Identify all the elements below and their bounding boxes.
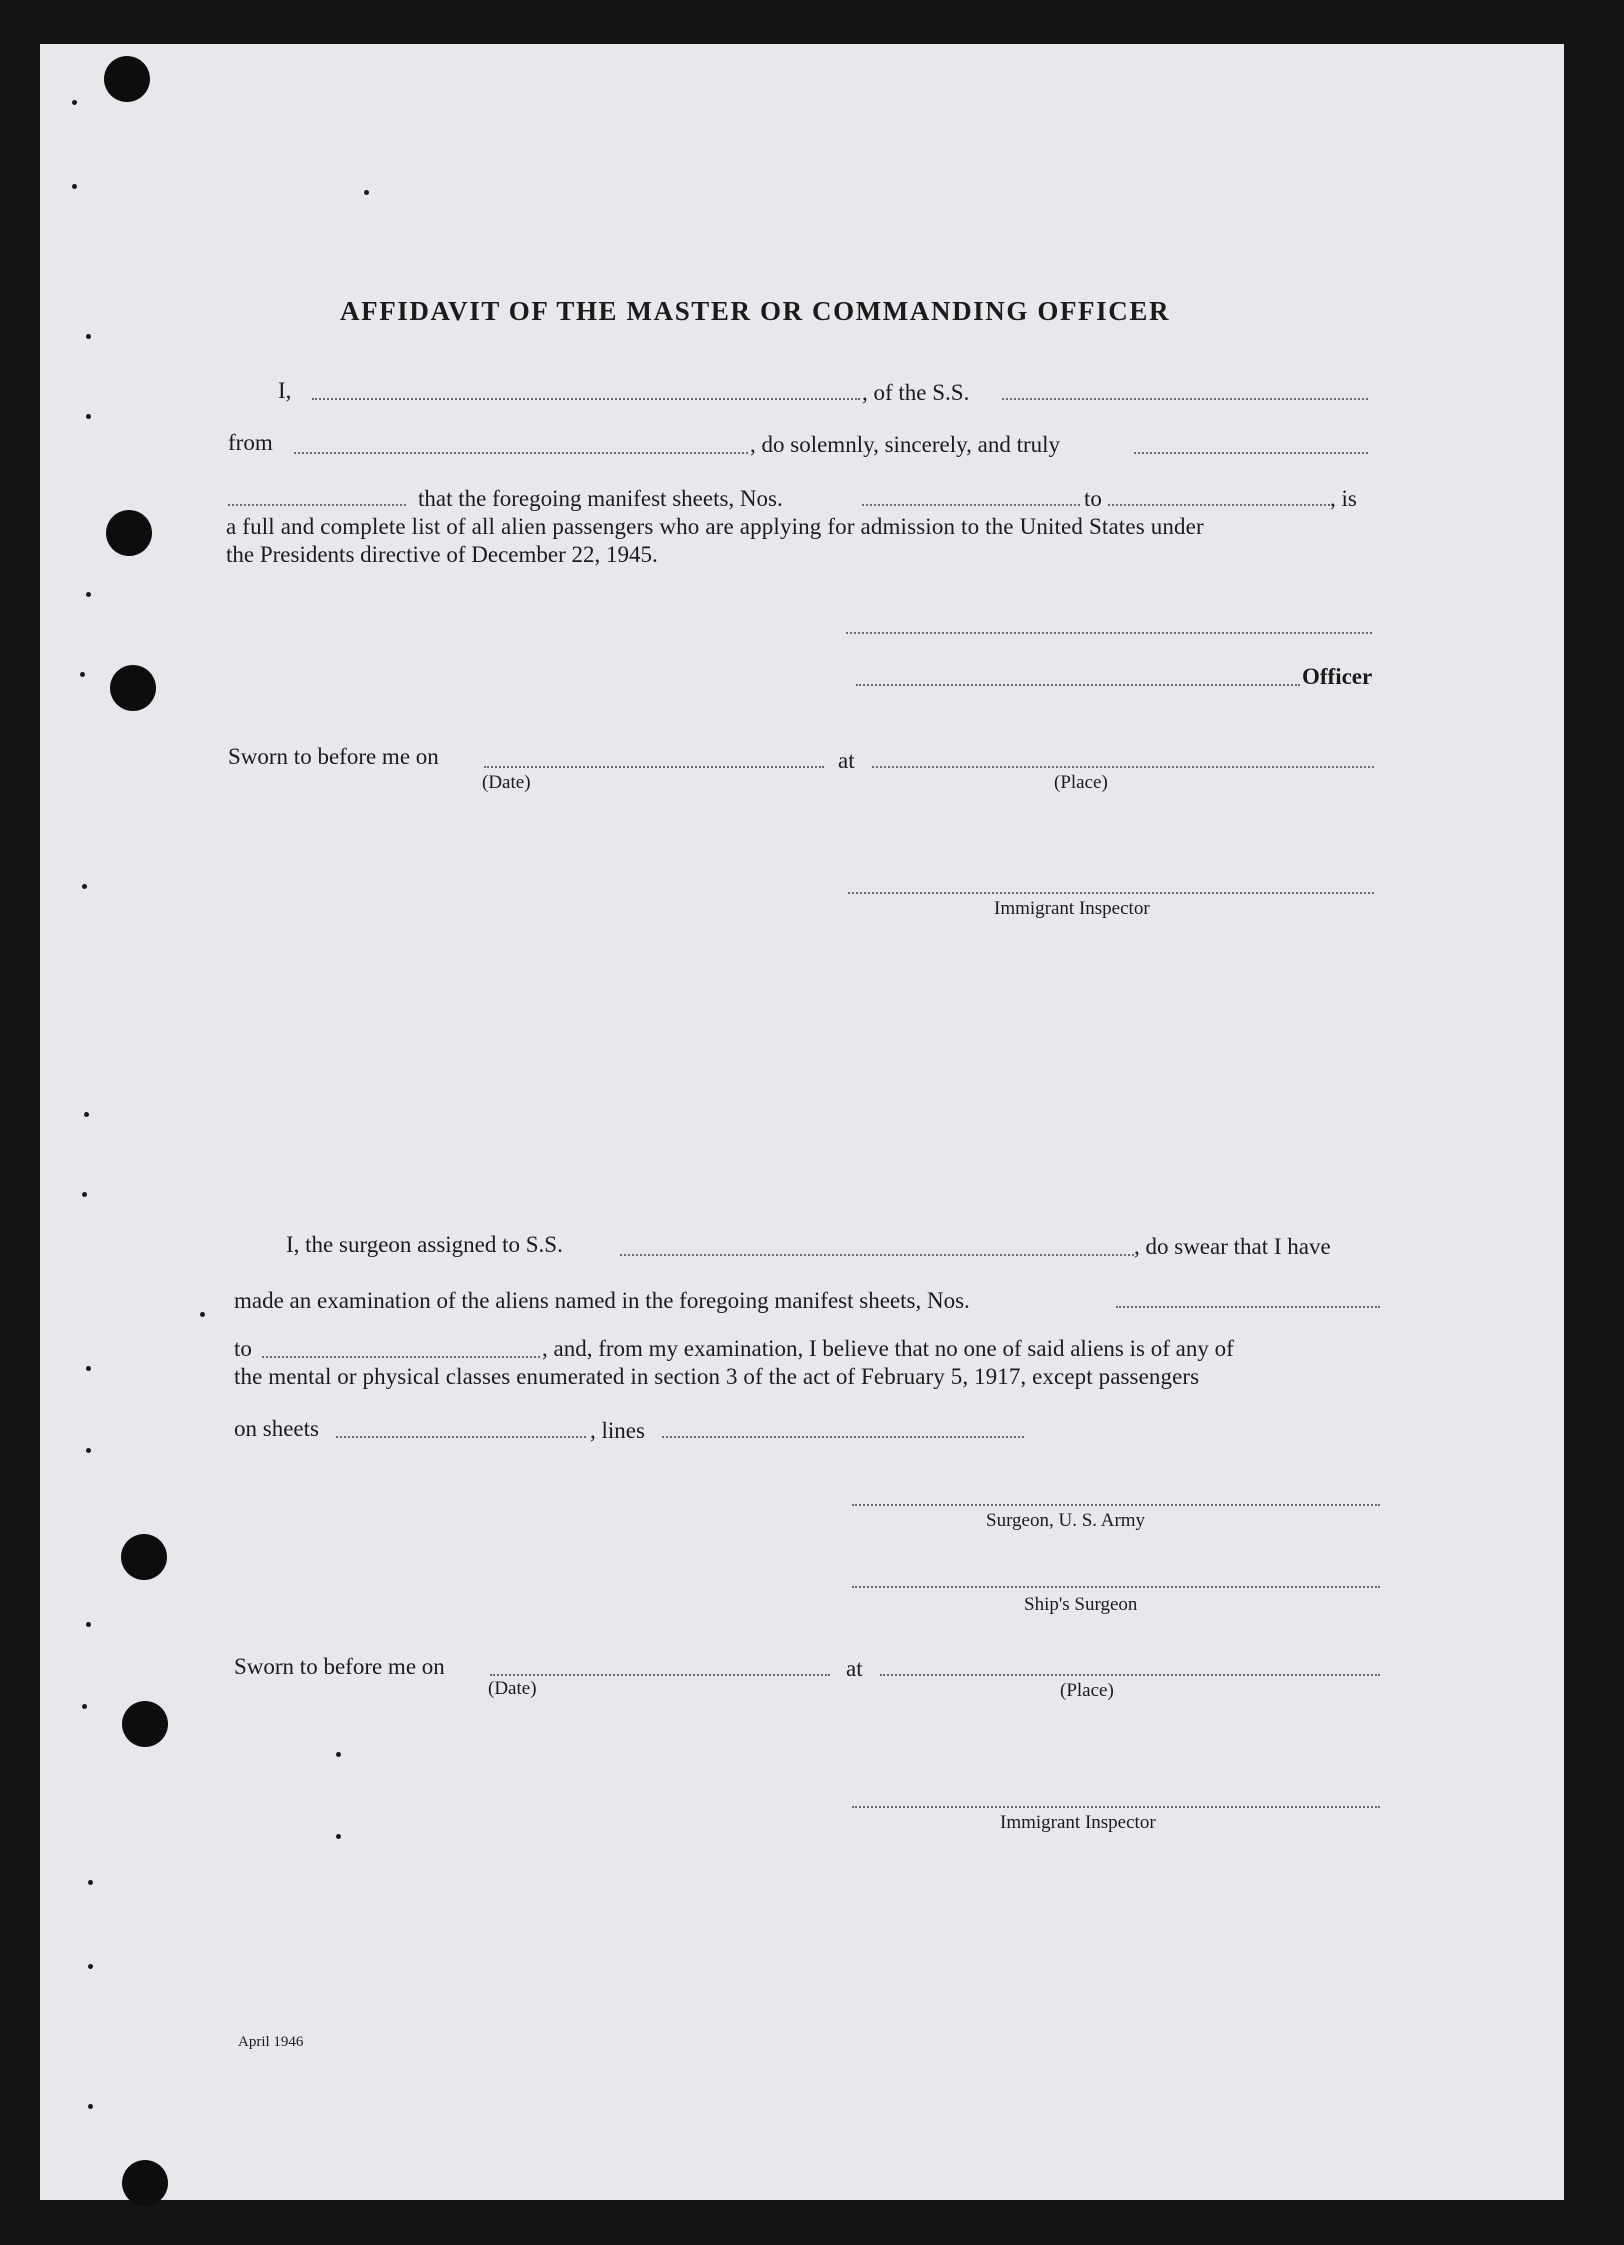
edge-speck [82, 1704, 87, 1709]
from-field-line[interactable] [294, 452, 748, 454]
army-surgeon-label: Surgeon, U. S. Army [986, 1510, 1146, 1531]
edge-speck [80, 672, 85, 677]
edge-speck [86, 1622, 91, 1627]
document-title: AFFIDAVIT OF THE MASTER OR COMMANDING OFFICER [340, 296, 1171, 326]
surgeon-at-label: at [846, 1656, 863, 1681]
master-at-label: at [838, 748, 855, 773]
ship-name-field-line[interactable] [1002, 398, 1368, 400]
surgeon-line-4: the mental or physical classes enumerated in section 3 of the act of February 5, 1917, except passengers [234, 1364, 1200, 1389]
edge-speck [82, 1192, 87, 1197]
officer-label: Officer [1302, 664, 1373, 689]
edge-speck [86, 1366, 91, 1371]
master-signature-line[interactable] [846, 632, 1372, 634]
surgeon-sworn-date-line[interactable] [490, 1674, 830, 1676]
foregoing-sheets-label: that the foregoing manifest sheets, Nos. [418, 486, 783, 511]
ships-surgeon-signature-line[interactable] [852, 1586, 1380, 1588]
edge-speck [336, 1752, 341, 1757]
surgeon-inspector-label: Immigrant Inspector [1000, 1812, 1156, 1833]
lines-label: , lines [590, 1418, 645, 1443]
surgeon-sheets-from-line[interactable] [1116, 1306, 1380, 1308]
surgeon-place-caption: (Place) [1060, 1680, 1114, 1701]
punch-hole [122, 1701, 168, 1747]
edge-speck [86, 414, 91, 419]
surgeon-date-caption: (Date) [488, 1678, 537, 1699]
document-sheet [40, 44, 1564, 2200]
edge-speck [72, 184, 77, 189]
master-date-caption: (Date) [482, 772, 531, 793]
edge-speck [72, 100, 77, 105]
punch-hole [121, 1534, 167, 1580]
master-i-label: I, [278, 378, 292, 403]
edge-speck [86, 334, 91, 339]
punch-hole [104, 56, 150, 102]
officer-signature-line[interactable] [856, 684, 1300, 686]
surgeon-ship-field-line[interactable] [620, 1254, 1134, 1256]
edge-speck [88, 1964, 93, 1969]
sheets-from-field-line[interactable] [862, 504, 1080, 506]
master-sworn-date-line[interactable] [484, 766, 824, 768]
surgeon-line-1a: I, the surgeon assigned to S.S. [286, 1232, 563, 1257]
on-sheets-label: on sheets [234, 1416, 319, 1441]
exception-lines-line[interactable] [662, 1436, 1024, 1438]
master-inspector-label: Immigrant Inspector [994, 898, 1150, 919]
solemnly-label: , do solemnly, sincerely, and truly [750, 432, 1061, 457]
form-date-footer: April 1946 [238, 2034, 304, 2050]
oath-field-line[interactable] [1134, 452, 1368, 454]
exception-sheets-line[interactable] [336, 1436, 586, 1438]
edge-speck [200, 1312, 205, 1317]
army-surgeon-signature-line[interactable] [852, 1504, 1380, 1506]
declaration-line-2: a full and complete list of all alien passengers who are applying for admission to the United States under [226, 514, 1204, 539]
edge-speck [88, 1880, 93, 1885]
surgeon-inspector-signature-line[interactable] [852, 1806, 1380, 1808]
master-sworn-place-line[interactable] [872, 766, 1374, 768]
declaration-field-line[interactable] [228, 504, 406, 506]
surgeon-sheets-to-line[interactable] [262, 1356, 540, 1358]
surgeon-sworn-label: Sworn to before me on [234, 1654, 445, 1679]
surgeon-to-label: to [234, 1336, 252, 1361]
master-inspector-signature-line[interactable] [848, 892, 1374, 894]
surgeon-sworn-place-line[interactable] [880, 1674, 1380, 1676]
edge-speck [88, 2104, 93, 2109]
declaration-line-3: the Presidents directive of December 22, 1945. [226, 542, 658, 567]
edge-speck [84, 1112, 89, 1117]
surgeon-line-1b: , do swear that I have [1134, 1234, 1331, 1259]
edge-speck [86, 592, 91, 597]
edge-speck [86, 1448, 91, 1453]
edge-speck [364, 190, 369, 195]
surgeon-line-2: made an examination of the aliens named in the foregoing manifest sheets, Nos. [234, 1288, 970, 1313]
master-sworn-label: Sworn to before me on [228, 744, 439, 769]
edge-speck [336, 1834, 341, 1839]
surgeon-line-3b: , and, from my examination, I believe that no one of said aliens is of any of [542, 1336, 1234, 1361]
punch-hole [122, 2160, 168, 2206]
master-place-caption: (Place) [1054, 772, 1108, 793]
ships-surgeon-label: Ship's Surgeon [1024, 1594, 1138, 1615]
of-ss-label: , of the S.S. [862, 380, 970, 405]
to-label: to [1084, 486, 1102, 511]
edge-speck [82, 884, 87, 889]
punch-hole [110, 665, 156, 711]
sheets-to-field-line[interactable] [1108, 504, 1330, 506]
name-field-line[interactable] [312, 398, 860, 400]
from-label: from [228, 430, 273, 455]
punch-hole [106, 510, 152, 556]
is-label: , is [1330, 486, 1357, 511]
